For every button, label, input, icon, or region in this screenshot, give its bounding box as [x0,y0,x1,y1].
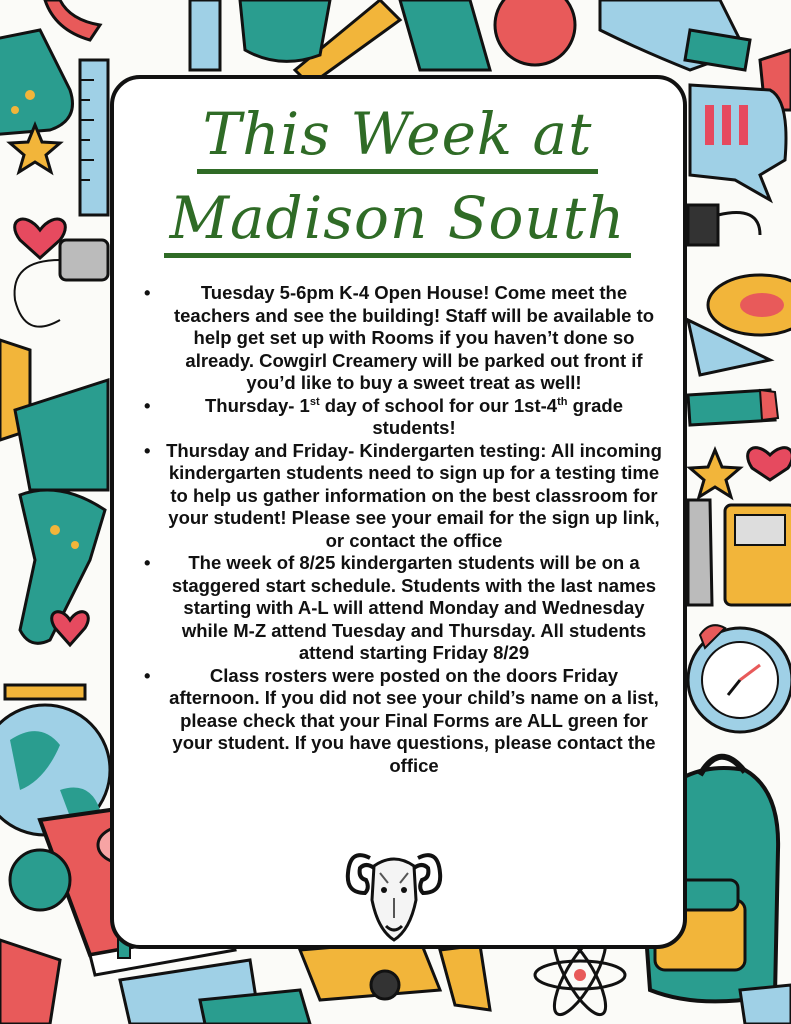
exclamation-bubble-icon [690,85,786,200]
binder-clip-icon [688,205,760,245]
list-item: • The week of 8/25 kindergarten students will be on a staggered start schedule. Students with the last names starting with A-L will attend Monday and Wednesday while M-Z attend Tuesday and Thursday. All students attend starting Friday 8/29 [144,552,664,665]
title-line-2: Madison South [130,176,665,260]
ruler-icon [80,60,108,215]
football-icon [708,275,791,335]
headphones-icon [45,0,100,40]
calculator-icon [725,505,791,605]
flyer-title [130,92,665,260]
announcement-list [144,282,664,777]
list-item: • Tuesday 5-6pm K-4 Open House! Come meet the teachers and see the building! Staff will be available to help get set up with Rooms if you haven’t done so already. Cowgirl Creamery will be parked out front if you’d like to buy a sweet treat as well! [144,282,664,395]
list-item: • Class rosters were posted on the doors Friday afternoon. If you did not see your child’s name on a list, please check that your Final Forms are ALL green for your student. If you have questions, please contact the office [144,665,664,778]
ram-head-icon [340,838,448,946]
list-item: • Thursday- 1st day of school for our 1st-4th grade students! [144,395,664,440]
bus-icon [300,940,440,1000]
heart-icon [15,219,66,258]
title-line-1: This Week at [130,92,665,176]
flask-icon [0,30,73,135]
list-item: • Thursday and Friday- Kindergarten testing: All incoming kindergarten students need to sign up for a testing time to help us gather information on the best classroom for your student! Please see your email for the sign up link, or contact the office [144,440,664,553]
alarm-clock-icon [688,625,791,732]
